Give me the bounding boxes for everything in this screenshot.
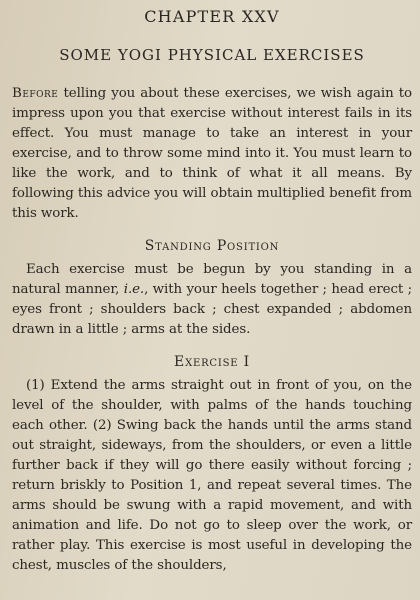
section-heading-exercise-1: Exercise I [174, 354, 250, 370]
chapter-title: SOME YOGI PHYSICAL EXERCISES [59, 46, 365, 64]
standing-text-a: Each exercise must be begun by you standing in a natural manner, [12, 262, 412, 297]
intro-paragraph [12, 84, 412, 224]
chapter-number: CHAPTER XXV [144, 7, 280, 26]
exercise1-paragraph: (1) Extend the arms straight out in front of you, on the level of the shoulder, with palms of the hands touching each other. (2) Swing back the hands until the arms stand out straight, sideways, from the shoulders, or even a little further back if they will go there easily without forcing ; return briskly to Position 1, and repeat several times. The arms should be swung with a rapid movement, and with animation and life. Do not go to sleep over the work, or rather play. This exercise is most useful in developing the chest, muscles of the shoulders, [12, 378, 412, 573]
intro-lead-word: Before [12, 86, 59, 101]
standing-paragraph [12, 260, 412, 340]
intro-text: telling you about these exercises, we wish again to impress upon you that exercise without interest fails in its effect. You must manage to take an interest in your exercise, and to throw some mind into it. You must learn to like the work, and to think of what it all means. By following this advice you will obtain multiplied benefit from this work. [12, 86, 412, 221]
standing-text-em: i.e. [123, 282, 145, 297]
standing-text-b: , with your heels together ; head erect ; eyes front ; shoulders back ; chest expanded ; abdomen drawn in a little ; arms at the sides. [12, 282, 412, 337]
section-heading-standing-position: Standing Position [144, 238, 280, 254]
